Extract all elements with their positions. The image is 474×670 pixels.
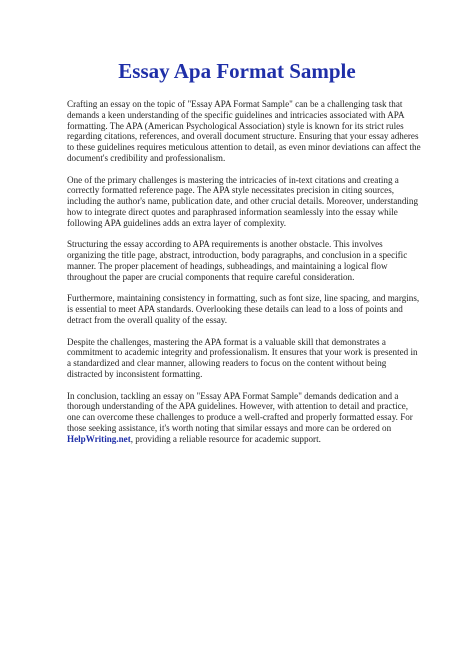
paragraph-2: One of the primary challenges is mastering the intricacies of in-text citations and creating a correctly formatted reference page. The APA style necessitates precision in citing sources, including the author's name, publication date, and other crucial details. Moreover, understanding how to integrate direct quotes and paraphrased information seamlessly into the essay while following APA guidelines adds an extra layer of complexity. (67, 174, 419, 228)
paragraph-6-text-before: In conclusion, tackling an essay on "Essay APA Format Sample" demands dedication and a thorough understanding of the APA guidelines. However, with attention to detail and practice, one can overcome these challenges to produce a well-crafted and properly formatted essay. For those seeking assistance, it's worth noting that similar essays and more can be ordered on (67, 390, 413, 433)
paragraph-4: Furthermore, maintaining consistency in formatting, such as font size, line spacing, and margins, is essential to meet APA standards. Overlooking these details can lead to a loss of points and detract from the overall quality of the essay. (67, 293, 420, 325)
paragraph-3: Structuring the essay according to APA requirements is another obstacle. This involves organizing the title page, abstract, introduction, body paragraphs, and conclusion in a specific manner. The proper placement of headings, subheadings, and maintaining a logical flow throughout the paper are crucial components that require careful consideration. (67, 239, 408, 282)
paragraph-5: Despite the challenges, mastering the APA format is a valuable skill that demonstrates a commitment to academic integrity and professionalism. It ensures that your work is presented in a standardized and clear manner, allowing readers to focus on the content without being distracted by inconsistent formatting. (67, 336, 418, 379)
document-body (67, 99, 423, 455)
paragraph-1: Crafting an essay on the topic of "Essay APA Format Sample" can be a challenging task that demands a keen understanding of the specific guidelines and intricacies associated with APA formatting. The APA (American Psychological Association) style is known for its strict rules regarding citations, references, and overall document structure. Ensuring that your essay adheres to these guidelines requires meticulous attention to detail, as even minor deviations can affect the document's credibility and professionalism. (67, 99, 421, 163)
helpwriting-link[interactable]: HelpWriting.net (67, 433, 131, 444)
paragraph-6-text-after: , providing a reliable resource for academic support. (130, 433, 321, 444)
paragraph-6 (67, 391, 423, 445)
page-title: Essay Apa Format Sample (118, 59, 356, 83)
